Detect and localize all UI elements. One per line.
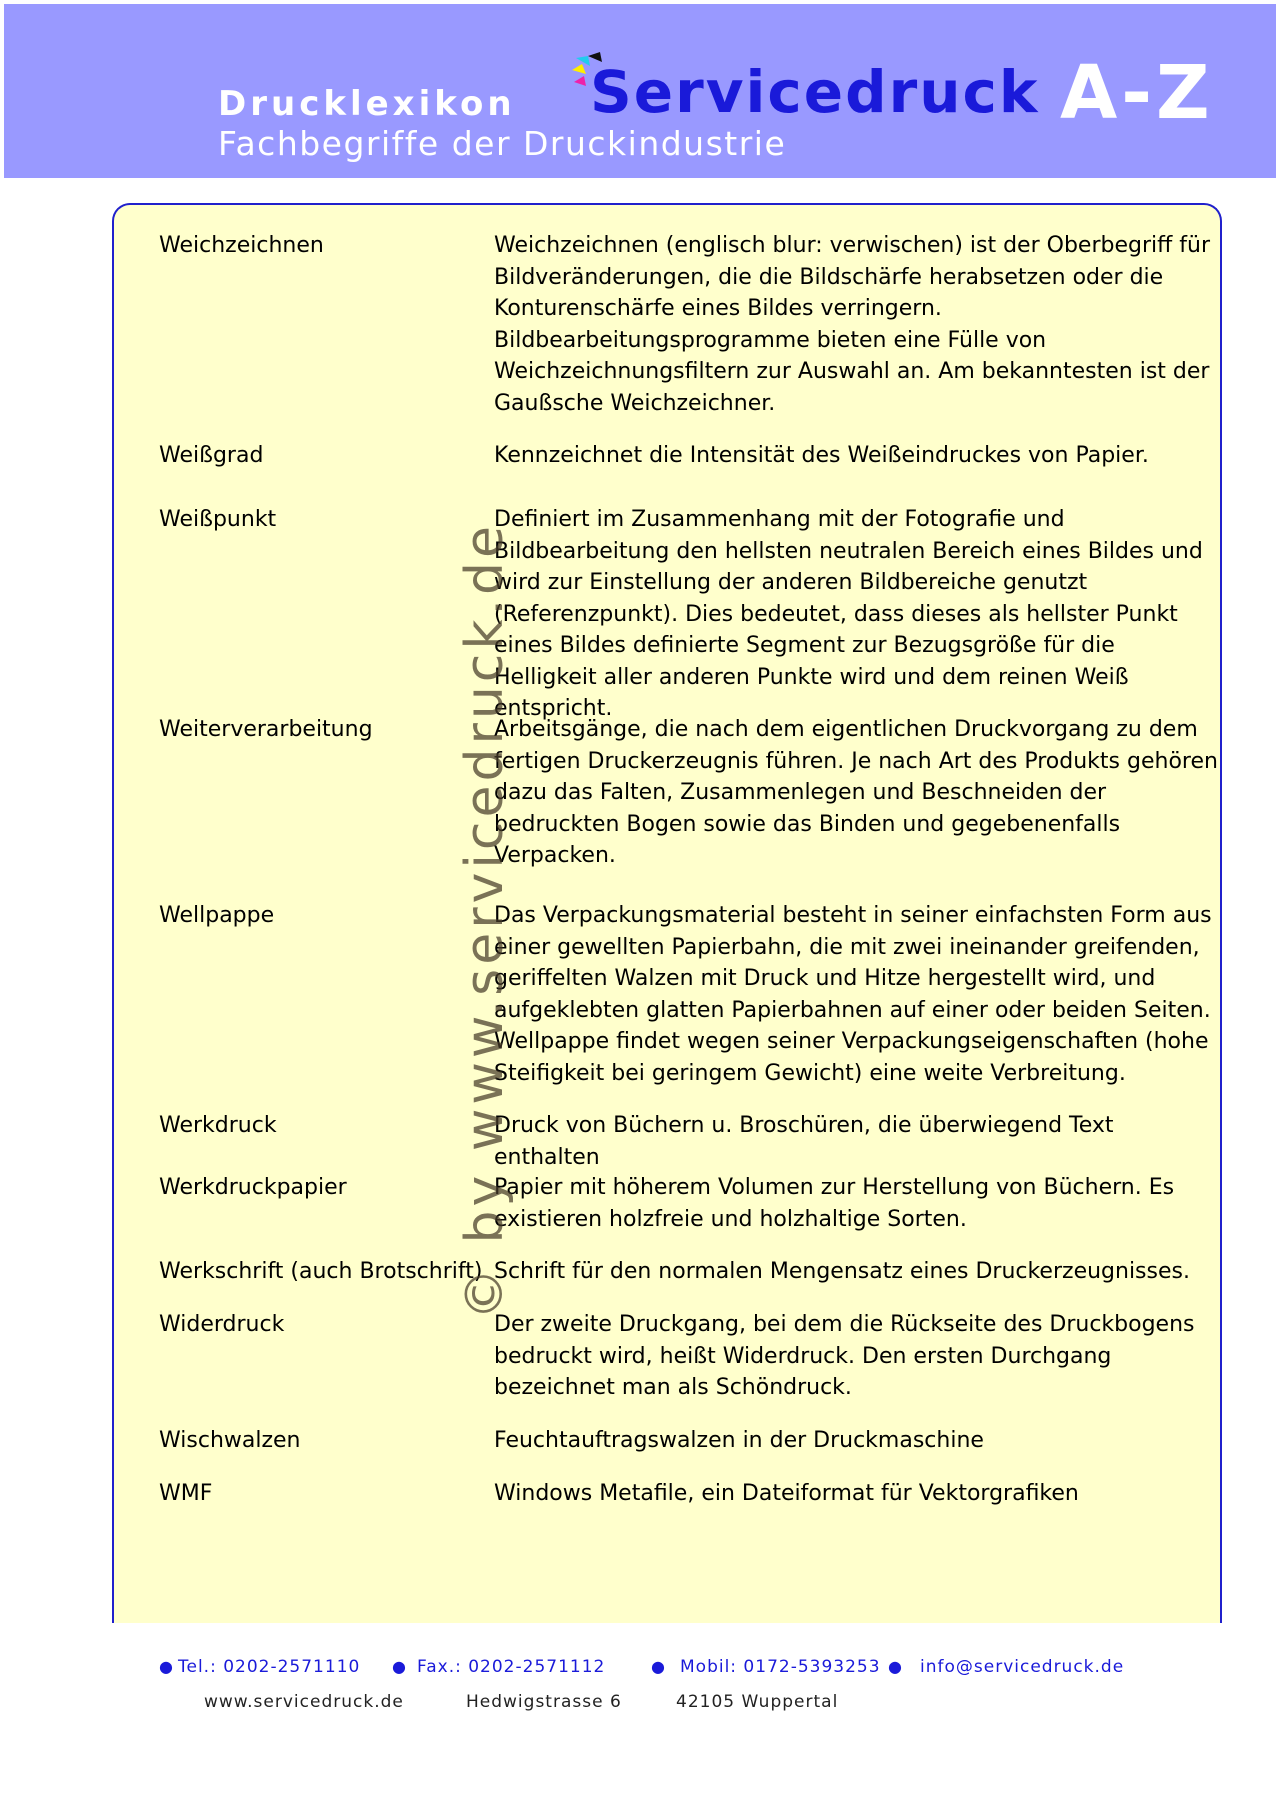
entry-definition: Papier mit höherem Volumen zur Herstellung von Büchern. Es existieren holzfreie und holzhaltige Sorten. <box>494 1175 1175 1232</box>
entry-term: Wischwalzen <box>159 1428 301 1453</box>
footer-contact-row <box>0 1657 1280 1687</box>
entry-definition: Schrift für den normalen Mengensatz eines Druckerzeugnisses. <box>494 1259 1190 1284</box>
footer-street: Hedwigstrasse 6 <box>466 1692 622 1712</box>
entry-term: Werkdruck <box>159 1113 277 1138</box>
entry-term: Weiterverarbeitung <box>159 717 373 742</box>
page-title: Drucklexikon <box>218 84 516 124</box>
entry-definition: Definiert im Zusammenhang mit der Fotografie und Bildbearbeitung den hellsten neutralen Bereich eines Bildes und wird zur Einstellung der anderen Bildbereiche genutzt (Referenzpunkt). Dies bedeutet, dass dieses als hellster Punkt eines Bildes definierte Segment zur Bezugsgröße für die Helligkeit aller anderen Punkte wird und dem reinen Weiß entspricht. <box>494 507 1203 721</box>
entry-term: Werkschrift (auch Brotschrift) <box>159 1259 483 1284</box>
entry-definition: Weichzeichnen (englisch blur: verwischen) ist der Oberbegriff für Bildveränderungen, die die Bildschärfe herabsetzen oder die Konturenschärfe eines Bildes verringern. Bildbearbeitungsprogramme bieten eine Fülle von Weichzeichnungsfiltern zur Auswahl an. Am bekanntesten ist der Gaußsche Weichzeichner. <box>494 233 1210 416</box>
bullet-icon: ● <box>651 1657 666 1676</box>
entry-definition: Windows Metafile, ein Dateiformat für Vektorgrafiken <box>494 1481 1079 1506</box>
bullet-icon: ● <box>392 1657 407 1676</box>
page-subtitle: Fachbegriffe der Druckindustrie <box>218 124 787 163</box>
footer-fax: Fax.: 0202-2571112 <box>417 1657 606 1677</box>
footer-city: 42105 Wuppertal <box>676 1692 839 1712</box>
brand-logo-text: Servicedruck <box>590 58 1040 126</box>
entry-term: Wellpappe <box>159 903 275 928</box>
entry-term: Widerdruck <box>159 1312 285 1337</box>
entry-term: Werkdruckpapier <box>159 1175 347 1200</box>
footer-phone: Tel.: 0202-2571110 <box>178 1657 361 1677</box>
entry-definition: Feuchtauftragswalzen in der Druckmaschine <box>494 1428 984 1453</box>
entry-term: Weißgrad <box>159 443 264 468</box>
footer-address-row <box>0 1692 1280 1722</box>
entry-definition: Das Verpackungsmaterial besteht in seiner einfachsten Form aus einer gewellten Papierbahn, die mit zwei ineinander greifenden, geriffelten Walzen mit Druck und Hitze hergestellt wird, und aufgeklebten glatten Papierbahnen auf einer oder beiden Seiten. Wellpappe findet wegen seiner Verpackungseigenschaften (hohe Steifigkeit bei geringem Gewicht) eine weite Verbreitung. <box>494 903 1212 1086</box>
bullet-icon: ● <box>888 1657 903 1676</box>
alphabet-range: A-Z <box>1060 50 1214 136</box>
footer-mobile: Mobil: 0172-5393253 <box>680 1657 881 1677</box>
entry-term: WMF <box>159 1481 213 1506</box>
entry-definition: Kennzeichnet die Intensität des Weißeindruckes von Papier. <box>494 443 1149 468</box>
entry-term: Weißpunkt <box>159 507 277 532</box>
bullet-icon: ● <box>159 1657 174 1676</box>
entry-definition: Druck von Büchern u. Broschüren, die überwiegend Text enthalten <box>494 1113 1114 1170</box>
footer-website-link[interactable]: www.servicedruck.de <box>204 1692 404 1712</box>
copyright-watermark: © by www.servicedruck.de <box>455 521 515 1320</box>
entry-definition: Arbeitsgänge, die nach dem eigentlichen Druckvorgang zu dem fertigen Druckerzeugnis führen. Je nach Art des Produkts gehören dazu das Falten, Zusammenlegen und Beschneiden der bedruckten Bogen sowie das Binden und gegebenenfalls Verpacken. <box>494 717 1218 868</box>
entry-term: Weichzeichnen <box>159 233 324 258</box>
footer-email-link[interactable]: info@servicedruck.de <box>920 1657 1125 1677</box>
entry-definition: Der zweite Druckgang, bei dem die Rückseite des Druckbogens bedruckt wird, heißt Widerdruck. Den ersten Durchgang bezeichnet man als Schöndruck. <box>494 1312 1195 1400</box>
